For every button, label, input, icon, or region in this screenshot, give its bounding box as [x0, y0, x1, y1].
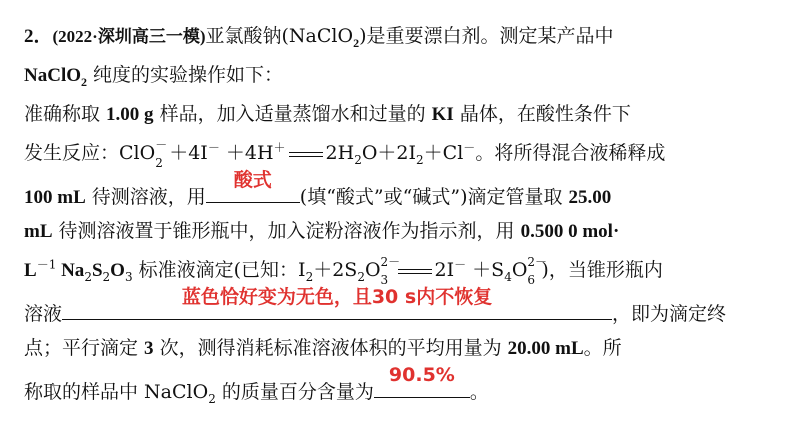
question-line-3: 准确称取 1.00 g 样品，加入适量蒸馏水和过量的 KI 晶体，在酸性条件下: [24, 103, 631, 125]
question-line-8: 溶液 蓝色恰好变为无色，且30 s内不恢复 ，即为滴定终: [24, 295, 726, 328]
question-number: 2．: [24, 26, 53, 47]
question-line-2: NaClO$_2$ 纯度的实验操作如下：: [24, 64, 284, 89]
question-line-1: 2．(2022·深圳高三一模)亚氯酸钠(NaClO$_2$)是重要漂白剂。测定某产品中: [24, 25, 614, 50]
reaction-equation-line: 发生反应：ClO － 2 ＋4I－ ＋4H＋ $2H_2O+2I_2+Cl^-$。将所得混合液稀释成: [24, 138, 666, 170]
question-line-5: 100 mL 待测溶液，用 酸式 (填“酸式”或“碱式”)滴定管量取 25.00: [24, 178, 611, 212]
question-source: (2022·深圳高三一模): [52, 27, 206, 46]
burette-type-blank: [206, 169, 300, 203]
purity-answer: 90.5%: [388, 364, 455, 386]
question-line-9: 点；平行滴定 3 次，测得消耗标准溶液体积的平均用量为 20.00 mL。所: [24, 337, 622, 359]
endpoint-answer: 蓝色恰好变为无色，且30 s内不恢复: [181, 286, 493, 308]
purity-blank: [374, 364, 470, 398]
burette-type-answer: 酸式: [233, 169, 272, 191]
question-line-10: 称取的样品中 NaClO$_2$ 的质量百分含量为 90.5% 。: [24, 373, 489, 406]
equals-sign: [289, 152, 323, 157]
titration-equation-line: $L^{-1}$ $Na_2S_2O_3$ 标准液滴定(已知：$I_2+2S_2O$ 2－ 3 $2I^- +S_4O$ 2－ 6 )，当锥形瓶内: [24, 255, 663, 287]
endpoint-blank: [62, 286, 612, 320]
question-line-6: mL 待测溶液置于锥形瓶中，加入淀粉溶液作为指示剂，用 0.500 0 mol·: [24, 220, 620, 242]
